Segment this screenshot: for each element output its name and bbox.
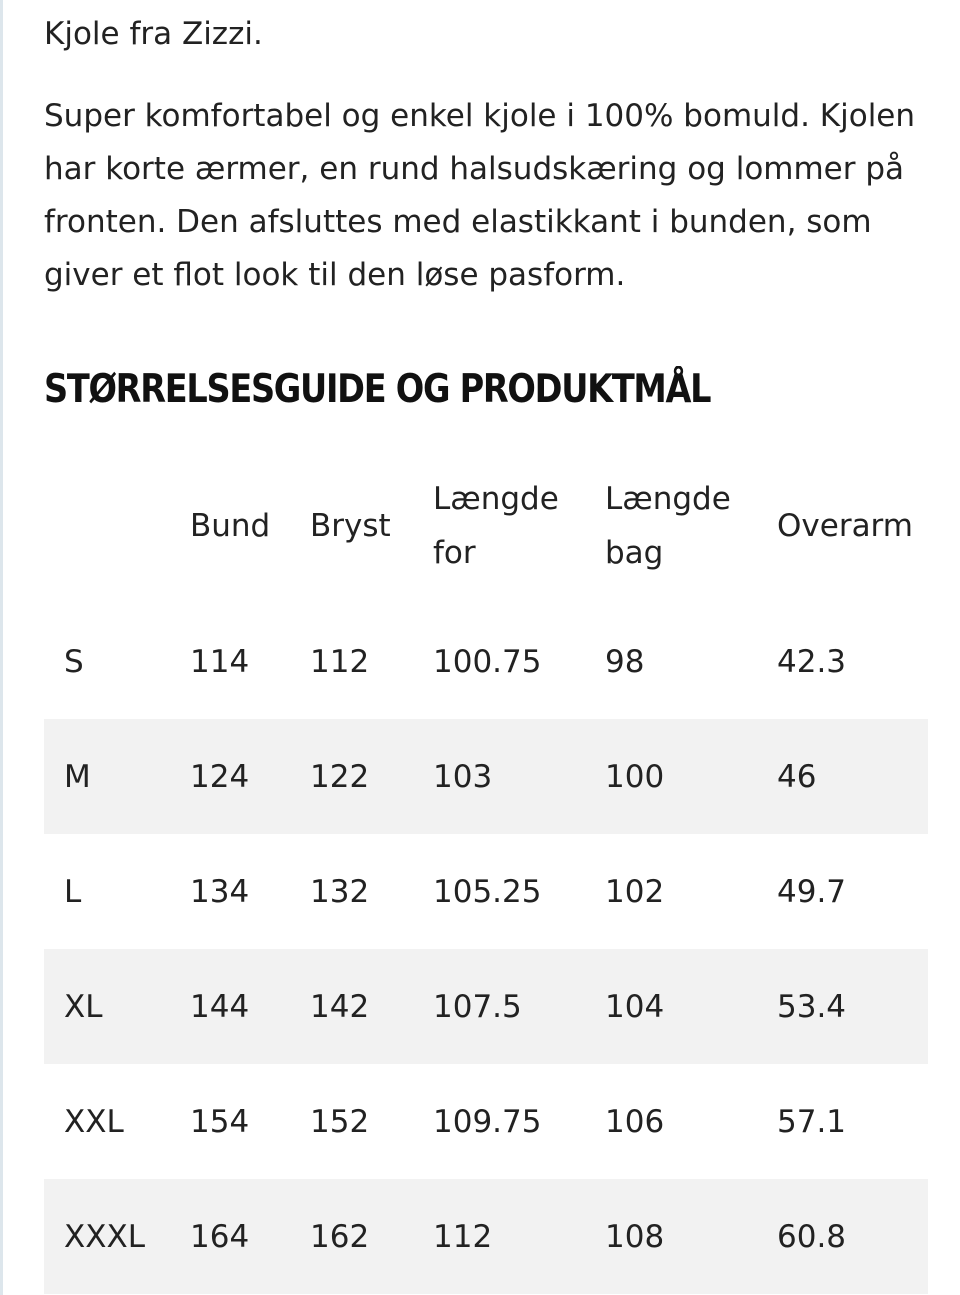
bund-cell: 124 xyxy=(190,758,250,795)
bund-cell: 164 xyxy=(190,1218,250,1255)
bryst-cell: 162 xyxy=(310,1218,370,1255)
bryst-cell: 122 xyxy=(310,758,370,795)
size-cell: XL xyxy=(64,988,103,1025)
laengde-bag-cell: 98 xyxy=(605,643,645,680)
table-row xyxy=(44,949,928,1064)
laengde-for-cell: 112 xyxy=(433,1218,493,1255)
size-guide-table xyxy=(44,470,928,1294)
column-header-bryst: Bryst xyxy=(310,508,391,544)
bund-cell: 134 xyxy=(190,873,250,910)
overarm-cell: 60.8 xyxy=(777,1218,847,1255)
overarm-cell: 42.3 xyxy=(777,643,847,680)
laengde-for-cell: 100.75 xyxy=(433,643,542,680)
table-row xyxy=(44,582,928,719)
table-row xyxy=(44,719,928,834)
laengde-bag-cell: 106 xyxy=(605,1103,665,1140)
product-description-text: Super komfortabel og enkel kjole i 100% bomuld. Kjolen har korte ærmer, en rund halsudskæring og lommer på fronten. Den afsluttes med elastikkant i bunden, som giver et flot look til den løse pasform. xyxy=(44,98,916,293)
column-header-overarm: Overarm xyxy=(777,508,913,544)
page-left-border xyxy=(0,0,3,1295)
overarm-cell: 57.1 xyxy=(777,1103,847,1140)
bryst-cell: 112 xyxy=(310,643,370,680)
size-cell: S xyxy=(64,643,84,680)
column-header-laengde-bag: Længde bag xyxy=(605,481,731,571)
laengde-for-cell: 105.25 xyxy=(433,873,542,910)
bryst-cell: 132 xyxy=(310,873,370,910)
bund-cell: 154 xyxy=(190,1103,250,1140)
table-row xyxy=(44,834,928,949)
size-cell: L xyxy=(64,873,82,910)
column-header-size xyxy=(44,470,190,582)
product-intro-text: Kjole fra Zizzi. xyxy=(44,16,263,52)
size-cell: XXXL xyxy=(64,1218,145,1255)
size-cell: M xyxy=(64,758,91,795)
bryst-cell: 152 xyxy=(310,1103,370,1140)
size-guide-title: STØRRELSESGUIDE OG PRODUKTMÅL xyxy=(44,367,711,412)
table-row xyxy=(44,1179,928,1294)
laengde-for-cell: 109.75 xyxy=(433,1103,542,1140)
laengde-bag-cell: 100 xyxy=(605,758,665,795)
laengde-bag-cell: 102 xyxy=(605,873,665,910)
product-description-section xyxy=(44,0,928,1255)
bund-cell: 114 xyxy=(190,643,250,680)
column-header-bund: Bund xyxy=(190,508,271,544)
bryst-cell: 142 xyxy=(310,988,370,1025)
column-header-laengde-for: Længde for xyxy=(433,481,559,571)
overarm-cell: 46 xyxy=(777,758,817,795)
size-cell: XXL xyxy=(64,1103,124,1140)
overarm-cell: 49.7 xyxy=(777,873,847,910)
bund-cell: 144 xyxy=(190,988,250,1025)
laengde-bag-cell: 104 xyxy=(605,988,665,1025)
laengde-for-cell: 103 xyxy=(433,758,493,795)
table-row xyxy=(44,1064,928,1179)
laengde-for-cell: 107.5 xyxy=(433,988,522,1025)
overarm-cell: 53.4 xyxy=(777,988,847,1025)
laengde-bag-cell: 108 xyxy=(605,1218,665,1255)
table-header-row xyxy=(44,470,928,582)
